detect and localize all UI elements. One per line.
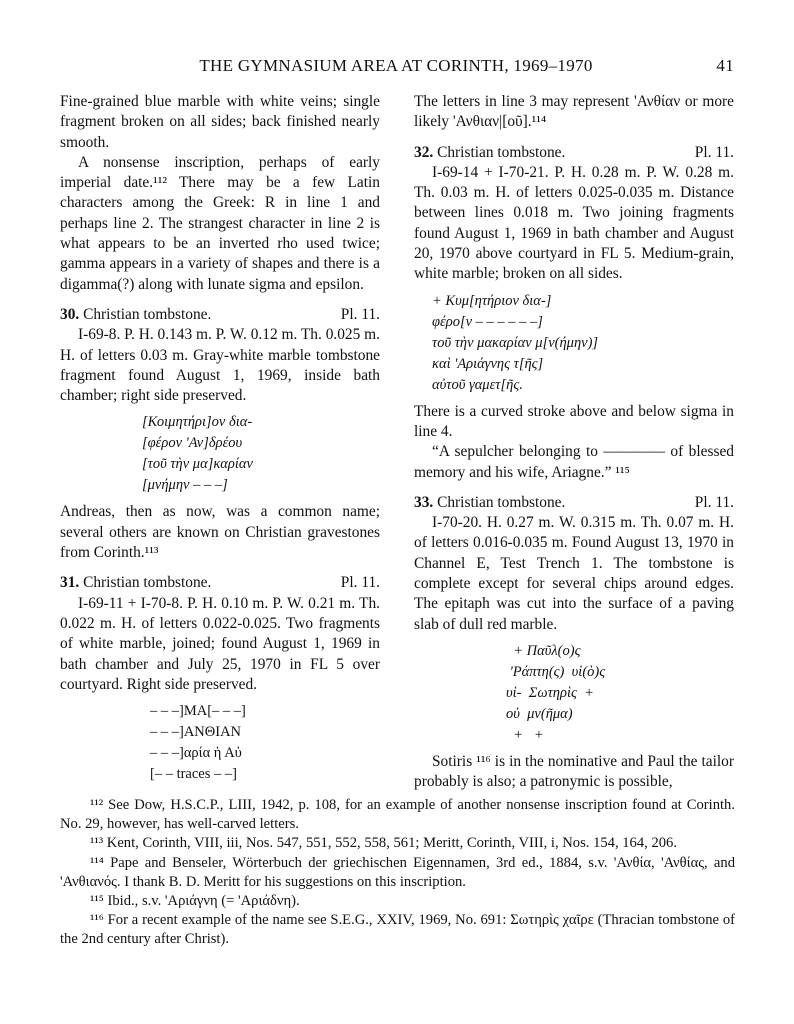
plate-reference: Pl. 11. [340,305,380,323]
inscription-line: φέρο[ν – – – – – –] [432,313,543,330]
footnote: ¹¹⁴ Pape and Benseler, Wörterbuch der griechischen Eigennamen, 3rd ed., 1884, s.v. 'Ανθία, 'Ανθίας, and 'Ανθιανός. I thank B. D. Meritt for his suggestions on this inscription. [60,854,735,890]
paragraph: Sotiris ¹¹⁶ is in the nominative and Paul the tailor probably is also; a patronymic is possible, [414,752,734,791]
entry-number: 30. [60,305,80,323]
inscription-text [60,701,380,785]
footnote: ¹¹³ Kent, Corinth, VIII, iii, Nos. 547, 551, 552, 558, 561; Meritt, Corinth, VIII, i, Nos. 154, 164, 206. [90,835,677,852]
inscription-text [414,291,734,396]
entry-description: I-69-11 + I-70-8. P. H. 0.10 m. P. W. 0.21 m. Th. 0.022 m. H. of letters 0.022-0.025. Two fragments of white marble, joined; found August 1, 1969 in bath chamber and July 25, 1970 in FL 5 over courtyard. Right side preserved. [60,594,380,693]
inscription-line: τοῦ τὴν μακαρίαν μ[ν(ήμην)] [432,334,599,351]
inscription-line: [– – traces – –] [150,766,237,783]
inscription-line: [Κοιμητήρι]ον δια- [142,414,253,431]
footnotes [60,796,735,950]
entry-heading-31 [60,573,380,593]
inscription-text [60,412,380,496]
entry-title: Christian tombstone. [433,143,566,161]
inscription-line: + + [506,726,544,743]
paragraph: The letters in line 3 may represent 'Ανθίαν or more likely 'Ανθιαν|[οῦ].¹¹⁴ [414,93,734,131]
footnote: ¹¹⁵ Ibid., s.v. 'Αριάγνη (= 'Αριάδνη). [90,893,300,910]
inscription-line: – – –]ANΘIAN [150,724,242,741]
plate-reference: Pl. 11. [694,493,734,511]
entry-number: 33. [414,493,434,511]
entry-description: I-69-14 + I-70-21. P. H. 0.28 m. P. W. 0.28 m. Th. 0.03 m. H. of letters 0.025-0.035 m. Distance between lines 0.018 m. Two joining fragments found August 1, 1969 in bath chamber and August 20, 1970 above courtyard in FL 5. Medium-grain, white marble; broken on all sides. [414,163,734,283]
inscription-line: [τοῦ τὴν μα]καρίαν [142,456,253,473]
inscription-line: καὶ 'Αριάγνης τ[ῆς] [432,355,544,372]
inscription-line: [μνήμην – – –] [142,477,228,494]
plate-reference: Pl. 11. [340,574,380,592]
inscription-line: – – –]MA[– – –] [150,703,246,720]
entry-heading-33 [414,493,734,513]
entry-heading-32 [414,143,734,163]
inscription-line: αὐτοῦ γαμετ[ῆς. [432,376,523,393]
entry-title: Christian tombstone. [433,493,566,511]
inscription-line: – – –]αρία ἡ Αὐ [150,745,242,762]
paragraph: Andreas, then as now, was a common name; several others are known on Christian gravestones from Corinth.¹¹³ [60,503,380,562]
inscription-line: οὐ μν(ῆμα) [506,705,573,722]
entry-number: 32. [414,143,434,161]
footnote: ¹¹² See Dow, H.S.C.P., LIII, 1942, p. 108, for an example of another nonsense inscription found at Corinth. No. 29, however, has well-carved letters. [60,797,735,833]
inscription-line: υἱ- Σωτηρὶς + [506,684,594,701]
running-header [58,56,734,80]
entry-description: I-70-20. H. 0.27 m. W. 0.315 m. Th. 0.07 m. H. of letters 0.016-0.035 m. Found August 13, 1970 in Channel E, Test Trench 1. The tombstone is complete except for several chips around edges. The epitaph was cut into the surface of a paving slab of dull red marble. [414,514,734,633]
inscription-line: + Κυμ[ητήριον δια-] [432,292,552,309]
paragraph: There is a curved stroke above and below sigma in line 4. [414,402,734,440]
page-number: 41 [716,56,734,75]
entry-description: I-69-8. P. H. 0.143 m. P. W. 0.12 m. Th. 0.025 m. H. of letters 0.03 m. Gray-white marble tombstone fragment found August 1, 1969, inside bath chamber; right side preserved. [60,326,380,405]
entry-number: 31. [60,574,80,592]
running-title: THE GYMNASIUM AREA AT CORINTH, 1969–1970 [199,56,593,75]
entry-title: Christian tombstone. [79,574,212,592]
inscription-line: [φέρον 'Αν]δρέου [142,435,243,452]
right-column [414,92,734,793]
inscription-line: 'Ράπτη(ς) υἱ(ὸ)ς [506,663,606,680]
footnote: ¹¹⁶ For a recent example of the name see S.E.G., XXIV, 1969, No. 691: Σωτηρὶς χαῖρε (Thracian tombstone of the 2nd century after Christ). [60,912,735,948]
inscription-text [414,641,734,746]
entry-heading-30 [60,305,380,325]
entry-title: Christian tombstone. [79,305,212,323]
inscription-line: + Παῦλ(ο)ς [506,642,581,659]
paragraph: “A sepulcher belonging to ———— of blessed memory and his wife, Ariagne.” ¹¹⁵ [414,443,734,481]
plate-reference: Pl. 11. [694,143,734,161]
paragraph: A nonsense inscription, perhaps of early imperial date.¹¹² There may be a few Latin characters among the Greek: R in line 1 and perhaps line 2. The strangest character in line 2 is what appears to be an inverted rho used twice; gamma appears in a variety of shapes and there is a digamma(?) along with lunate sigma and epsilon. [60,153,380,293]
left-column [60,92,380,791]
paragraph: Fine-grained blue marble with white veins; single fragment broken on all sides; back finished nearly smooth. [60,93,380,151]
